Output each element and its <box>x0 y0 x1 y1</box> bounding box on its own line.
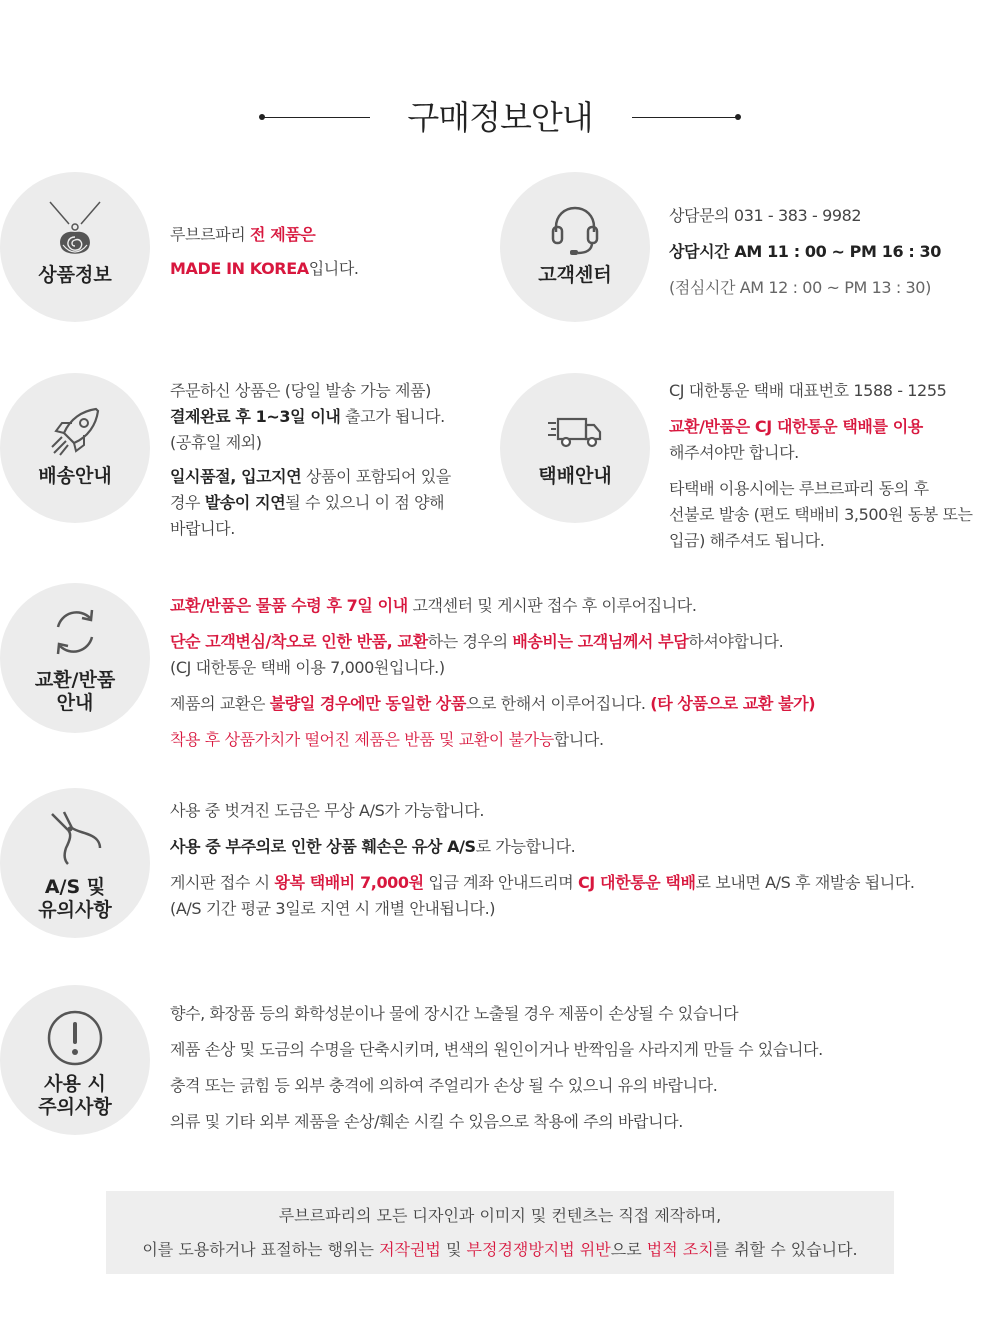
exchange-line1-highlight: 교환/반품은 물품 수령 후 7일 이내 <box>170 596 408 615</box>
shipping-line3: (공휴일 제외) <box>170 433 262 452</box>
headset-icon <box>544 200 606 262</box>
caution-line3: 충격 또는 긁힘 등 외부 충격에 의하여 주얼리가 손상 될 수 있으니 유의 바랍니다. <box>170 1076 718 1095</box>
courier-line3: 해주셔야만 합니다. <box>669 443 799 462</box>
page-title: 구매정보안내 <box>407 98 593 137</box>
caution-line1: 향수, 화장품 등의 화학성분이나 물에 장시간 노출될 경우 제품이 손상될 수 있습니다 <box>170 1004 739 1023</box>
shipping-line5-rest: 될 수 있으니 이 점 양해 <box>285 493 445 512</box>
cs-hours: 상담시간 AM 11 : 00 ~ PM 16 : 30 <box>669 242 941 261</box>
caution-label-line1: 사용 시 <box>44 1073 106 1095</box>
exchange-label-line2: 안내 <box>56 692 94 714</box>
as-line2-text: 로 가능합니다. <box>475 837 576 856</box>
as-line3-rest: 로 보내면 A/S 후 재발송 됩니다. <box>695 873 915 892</box>
caution-label-line2: 주의사항 <box>38 1096 112 1118</box>
as-text <box>170 798 915 922</box>
title-right-line <box>632 117 738 118</box>
as-line3-mid: 입금 계좌 안내드리며 <box>423 873 578 892</box>
as-line3-text: 게시판 접수 시 <box>170 873 275 892</box>
shipping-line2-bold: 결제완료 후 1~3일 이내 <box>170 407 341 426</box>
as-line3-highlight2: CJ 대한통운 택배 <box>577 873 696 892</box>
exchange-line2-text: 하는 경우의 <box>427 632 513 651</box>
notice-copyright-law: 저작권법 <box>379 1240 441 1259</box>
notice-line2-text: 이를 도용하거나 표절하는 행위는 <box>142 1240 380 1259</box>
exchange-line4-highlight2: (타 상품으로 교환 불가) <box>650 694 816 713</box>
exchange-line5-text: 합니다. <box>553 730 604 749</box>
shipping-line4-text: 상품이 포함되어 있을 <box>301 467 451 486</box>
courier-line6: 입금) 해주셔도 됩니다. <box>669 531 825 550</box>
notice-line2-and: 및 <box>440 1240 467 1259</box>
shipping-text <box>170 378 451 542</box>
as-label <box>38 876 111 922</box>
courier-line4: 타택배 이용시에는 루브르파리 동의 후 <box>669 479 929 498</box>
as-line2-bold: 사용 중 부주의로 인한 상품 훼손은 유상 A/S <box>170 837 476 856</box>
shipping-line2-text: 출고가 됩니다. <box>340 407 445 426</box>
exchange-line2-rest: 하셔야합니다. <box>688 632 784 651</box>
product-line1-text: 루브르파리 <box>170 225 250 244</box>
exchange-label <box>35 669 115 715</box>
product-line2-text: 입니다. <box>308 259 359 278</box>
product-info-circle <box>0 172 150 322</box>
copyright-notice <box>106 1191 894 1274</box>
caution-line4: 의류 및 기타 외부 제품을 손상/훼손 시킬 수 있음으로 착용에 주의 바랍니다. <box>170 1112 683 1131</box>
shipping-line1: 주문하신 상품은 (당일 발송 가능 제품) <box>170 381 431 400</box>
courier-line1: CJ 대한통운 택배 대표번호 1588 - 1255 <box>669 381 947 400</box>
exchange-line1-text: 고객센터 및 게시판 접수 후 이루어집니다. <box>407 596 697 615</box>
exchange-line4-rest: 으로 한해서 이루어집니다. <box>465 694 651 713</box>
courier-circle <box>500 373 650 523</box>
rocket-icon <box>44 401 106 463</box>
truck-icon <box>544 401 606 463</box>
customer-center-circle <box>500 172 650 322</box>
caution-text <box>170 996 823 1140</box>
made-in-korea-text: MADE IN KOREA <box>170 259 309 278</box>
customer-center-text <box>669 198 941 306</box>
product-line1-highlight: 전 제품은 <box>249 225 316 244</box>
shipping-circle <box>0 373 150 523</box>
caution-circle <box>0 985 150 1135</box>
courier-line2: 교환/반품은 CJ 대한통운 택배를 이용 <box>669 417 923 436</box>
exchange-line4-highlight: 불량일 경우에만 동일한 상품 <box>269 694 466 713</box>
exchange-line3: (CJ 대한통운 택배 이용 7,000원입니다.) <box>170 658 445 677</box>
shipping-line4-bold: 일시품절, 입고지연 <box>170 467 302 486</box>
notice-line2-mid: 으로 <box>610 1240 647 1259</box>
exchange-line2-highlight2: 배송비는 고객님께서 부담 <box>512 632 689 651</box>
exchange-label-line1: 교환/반품 <box>34 669 116 691</box>
caution-line2: 제품 손상 및 도금의 수명을 단축시키며, 변색의 원인이거나 반짝임을 사라지게 만들 수 있습니다. <box>170 1040 823 1059</box>
as-line4: (A/S 기간 평균 3일로 지연 시 개별 안내됩니다.) <box>170 899 496 918</box>
notice-line2-end: 를 취할 수 있습니다. <box>713 1240 858 1259</box>
shipping-line5-bold: 발송이 지연 <box>204 493 286 512</box>
shipping-label: 배송안내 <box>38 465 112 487</box>
shipping-line5-text: 경우 <box>170 493 205 512</box>
exchange-line5-highlight: 착용 후 상품가치가 떨어진 제품은 반품 및 교환이 불가능 <box>170 730 554 749</box>
exchange-circle <box>0 583 150 733</box>
pliers-icon <box>44 808 106 870</box>
exchange-text <box>170 593 815 753</box>
caution-label <box>38 1073 111 1119</box>
as-line3-highlight: 왕복 택배비 7,000원 <box>274 873 424 892</box>
notice-unfair-competition: 부정경쟁방지법 위반 <box>466 1240 611 1259</box>
courier-label: 택배안내 <box>538 465 612 487</box>
as-circle <box>0 788 150 938</box>
as-label-line1: A/S 및 <box>44 876 106 898</box>
title-right-dot <box>735 114 741 120</box>
courier-text <box>669 378 973 554</box>
product-info-label: 상품정보 <box>38 264 112 286</box>
notice-line1: 루브르파리의 모든 디자인과 이미지 및 컨텐츠는 직접 제작하며, <box>278 1206 722 1225</box>
product-info-text <box>170 218 359 286</box>
customer-center-label: 고객센터 <box>538 264 612 286</box>
as-line1: 사용 중 벗겨진 도금은 무상 A/S가 가능합니다. <box>170 801 485 820</box>
exchange-line4-text: 제품의 교환은 <box>170 694 270 713</box>
exchange-line2-highlight: 단순 고객변심/착오로 인한 반품, 교환 <box>170 632 428 651</box>
refresh-icon <box>44 601 106 663</box>
rose-necklace-icon <box>44 200 106 262</box>
shipping-line6: 바랍니다. <box>170 519 235 538</box>
as-label-line2: 유의사항 <box>38 899 112 921</box>
notice-legal-action: 법적 조치 <box>646 1240 714 1259</box>
exclamation-icon <box>44 1007 106 1069</box>
cs-lunch: (점심시간 AM 12 : 00 ~ PM 13 : 30) <box>669 278 931 297</box>
cs-phone: 상담문의 031 - 383 - 9982 <box>669 206 862 225</box>
courier-line5: 선불로 발송 (편도 택배비 3,500원 동봉 또는 <box>669 505 973 524</box>
